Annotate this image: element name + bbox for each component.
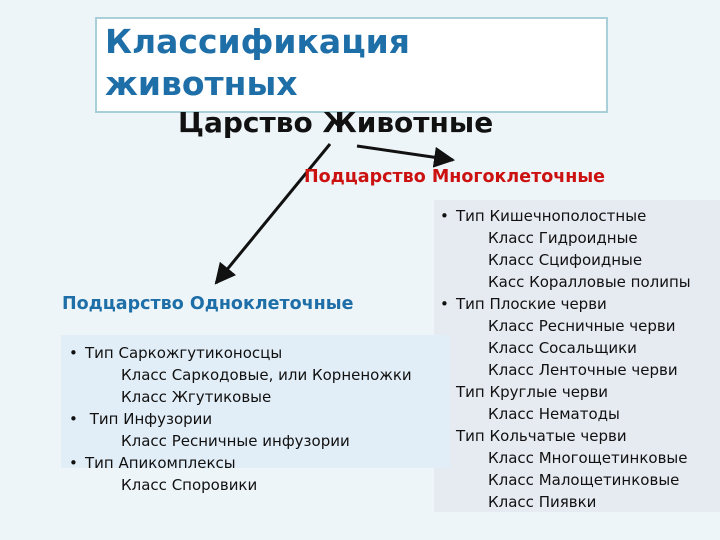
item-text: Класс Гидроидные — [488, 229, 638, 247]
type-item — [434, 381, 720, 403]
multicellular-list — [434, 200, 720, 512]
type-item — [61, 342, 450, 364]
bullet-icon: • — [440, 295, 449, 313]
bullet-icon: • — [69, 344, 78, 362]
type-item — [434, 425, 720, 447]
arrow-to-multicellular — [357, 146, 453, 160]
item-text: Класс Жгутиковые — [121, 388, 272, 406]
class-item — [434, 337, 720, 359]
item-text: Тип Саркожгутиконосцы — [85, 344, 283, 362]
class-item — [434, 403, 720, 425]
item-text: Тип Кольчатые черви — [456, 427, 627, 445]
item-text: Тип Плоские черви — [456, 295, 607, 313]
class-item — [61, 386, 450, 408]
class-item — [434, 447, 720, 469]
class-item — [434, 315, 720, 337]
item-text: Класс Ресничные инфузории — [121, 432, 350, 450]
type-item — [434, 205, 720, 227]
bullet-icon: • — [440, 207, 449, 225]
item-text: Класс Многощетинковые — [488, 449, 688, 467]
item-text: Класс Ленточные черви — [488, 361, 678, 379]
class-item — [434, 359, 720, 381]
type-item — [434, 293, 720, 315]
item-text: Класс Ресничные черви — [488, 317, 676, 335]
item-text: Класс Пиявки — [488, 493, 597, 511]
item-text: Класс Малощетинковые — [488, 471, 680, 489]
bullet-icon: • — [69, 410, 78, 428]
item-text: Тип Круглые черви — [456, 383, 609, 401]
unicellular-heading: Подцарство Одноклеточные — [62, 294, 354, 314]
multicellular-heading: Подцарство Многоклеточные — [304, 167, 606, 187]
class-item — [434, 491, 720, 513]
kingdom-heading: Царство Животные — [178, 106, 494, 139]
class-item — [434, 249, 720, 271]
item-text: Тип Апикомплексы — [85, 454, 236, 472]
type-item — [61, 408, 450, 430]
item-text: Класс Нематоды — [488, 405, 620, 423]
item-text: Класс Сцифоидные — [488, 251, 643, 269]
page-title: Классификация животных — [105, 22, 410, 103]
item-text: Класс Споровики — [121, 476, 258, 494]
class-item — [61, 430, 450, 452]
class-item — [434, 469, 720, 491]
item-text: Тип Кишечнополостные — [456, 207, 647, 225]
item-text: Касс Коралловые полипы — [488, 273, 691, 291]
class-item — [61, 474, 450, 496]
class-item — [434, 227, 720, 249]
arrow-to-unicellular — [216, 144, 330, 283]
unicellular-list — [61, 335, 450, 494]
bullet-icon: • — [69, 454, 78, 472]
item-text: Класс Сосальщики — [488, 339, 637, 357]
item-text: Тип Инфузории — [85, 410, 213, 428]
class-item — [61, 364, 450, 386]
item-text: Класс Саркодовые, или Корненожки — [121, 366, 412, 384]
class-item — [434, 271, 720, 293]
type-item — [61, 452, 450, 474]
